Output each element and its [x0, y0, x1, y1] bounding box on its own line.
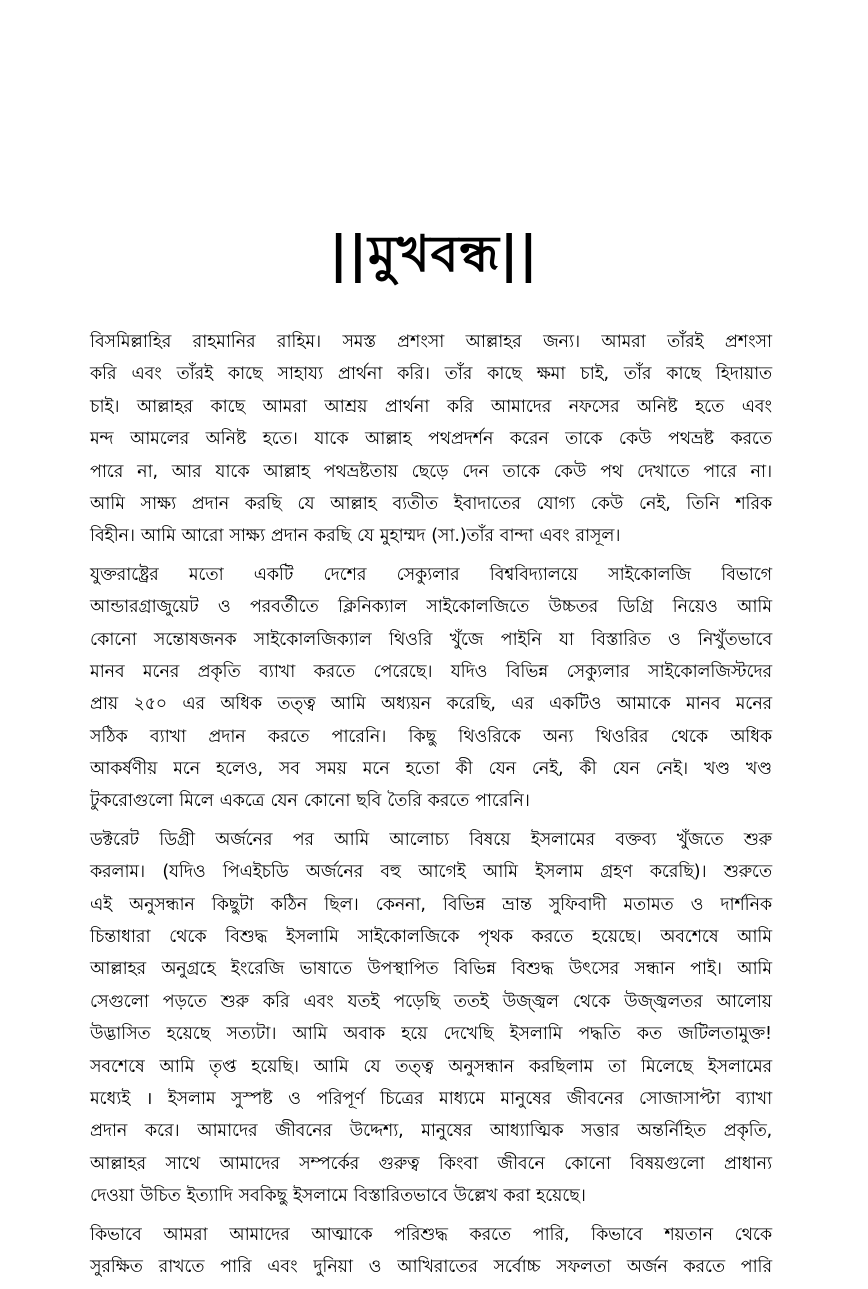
text-line: আকর্ষণীয় মনে হলেও, সব সময় মনে হতো কী যেন নেই, কী যেন নেই। খণ্ড খণ্ড — [90, 759, 772, 780]
text-line: বিহীন। আমি আরো সাক্ষ্য প্রদান করছি যে মুহাম্মদ (সা.)তাঁর বান্দা এবং রাসূল। — [90, 526, 621, 547]
body-text — [90, 326, 772, 1289]
text-line: বিসমিল্লাহির রাহমানির রাহিম। সমস্ত প্রশংসা আল্লাহর জন্য। আমরা তাঁরই প্রশংসা — [90, 332, 772, 352]
text-line: সবশেষে আমি তৃপ্ত হয়েছি। আমি যে তত্ত্ব অনুসন্ধান করছিলাম তা মিলেছে ইসলামের — [90, 1056, 772, 1077]
text-line: আল্লাহর অনুগ্রহে ইংরেজি ভাষাতে উপস্থাপিত বিভিন্ন বিশুদ্ধ উৎসের সন্ধান পাই। আমি — [90, 959, 772, 980]
text-line: যুক্তরাষ্ট্রের মতো একটি দেশের সেক্যুলার বিশ্ববিদ্যালয়ে সাইকোলজি বিভাগে — [90, 564, 772, 585]
text-line: প্রায় ২৫০ এর অধিক তত্ত্ব আমি অধ্যয়ন করেছি, এর একটিও আমাকে মানব মনের — [90, 694, 772, 715]
paragraph — [90, 1219, 772, 1284]
text-line: পারে না, আর যাকে আল্লাহ পথভ্রষ্টতায় ছেড়ে দেন তাকে কেউ পথ দেখাতে পারে না। — [90, 461, 772, 482]
text-line: আমি সাক্ষ্য প্রদান করছি যে আল্লাহ ব্যতীত ইবাদাতের যোগ্য কেউ নেই, তিনি শরিক — [90, 493, 772, 514]
chapter-title: ||মুখবন্ধ|| — [329, 225, 539, 283]
text-line: মন্দ আমলের অনিষ্ট হতে। যাকে আল্লাহ পথপ্রদর্শন করেন তাকে কেউ পথভ্রষ্ট করতে — [90, 429, 772, 450]
paragraph — [90, 326, 772, 553]
text-line: মানব মনের প্রকৃতি ব্যাখা করতে পেরেছে। যদিও বিভিন্ন সেক্যুলার সাইকোলজিস্টদের — [90, 661, 772, 682]
text-line: সুরক্ষিত রাখতে পারি এবং দুনিয়া ও আখিরাতের সর্বোচ্চ সফলতা অর্জন করতে পারি — [90, 1256, 772, 1277]
text-line: মধ্যেই । ইসলাম সুস্পষ্ট ও পরিপূর্ণ চিত্রের মাধ্যমে মানুষের জীবনের সোজাসাপ্টা ব্যাখা — [90, 1088, 772, 1109]
text-line: উদ্ভাসিত হয়েছে সত্যটা। আমি অবাক হয়ে দেখেছি ইসলামি পদ্ধতি কত জটিলতামুক্ত! — [90, 1024, 772, 1045]
text-line: সঠিক ব্যাখা প্রদান করতে পারেনি। কিছু থিওরিকে অন্য থিওরির থেকে অধিক — [90, 726, 772, 747]
text-line: দেওয়া উচিত ইত্যাদি সবকিছু ইসলামে বিস্তারিতভাবে উল্লেখ করা হয়েছে। — [90, 1186, 586, 1207]
paragraph — [90, 559, 772, 818]
text-line: কোনো সন্তোষজনক সাইকোলজিক্যাল থিওরি খুঁজে পাইনি যা বিস্তারিত ও নিখুঁতভাবে — [90, 629, 772, 650]
text-line: কিভাবে আমরা আমাদের আত্মাকে পরিশুদ্ধ করতে পারি, কিভাবে শয়তান থেকে — [90, 1224, 772, 1245]
text-line: করি এবং তাঁরই কাছে সাহায্য প্রার্থনা করি। তাঁর কাছে ক্ষমা চাই, তাঁর কাছে হিদায়াত — [90, 364, 772, 385]
text-line: ডক্টরেট ডিগ্রী অর্জনের পর আমি আলোচ্য বিষয়ে ইসলামের বক্তব্য খুঁজতে শুরু — [90, 829, 772, 850]
text-line: চাই। আল্লাহর কাছে আমরা আশ্রয় প্রার্থনা করি আমাদের নফসের অনিষ্ট হতে এবং — [90, 396, 772, 417]
text-line: প্রদান করে। আমাদের জীবনের উদ্দেশ্য, মানুষের আধ্যাত্মিক সত্তার অন্তর্নিহিত প্রকৃতি, — [90, 1121, 772, 1142]
text-line: সেগুলো পড়তে শুরু করি এবং যতই পড়েছি ততই উজ্জ্বল থেকে উজ্জ্বলতর আলোয় — [90, 991, 772, 1012]
text-line: এই অনুসন্ধান কিছুটা কঠিন ছিল। কেননা, বিভিন্ন ভ্রান্ত সুফিবাদী মতামত ও দার্শনিক — [90, 894, 772, 915]
text-line: আল্লাহর সাথে আমাদের সম্পর্কের গুরুত্ব কিংবা জীবনে কোনো বিষয়গুলো প্রাধান্য — [90, 1153, 772, 1174]
text-line: চিন্তাধারা থেকে বিশুদ্ধ ইসলামি সাইকোলজিকে পৃথক করতে হয়েছে। অবশেষে আমি — [90, 927, 772, 948]
text-line: করলাম। (যদিও পিএইচডি অর্জনের বহু আগেই আমি ইসলাম গ্রহণ করেছি)। শুরুতে — [90, 862, 772, 883]
text-line: আন্ডারগ্রাজুয়েট ও পরবর্তীতে ক্লিনিক্যাল সাইকোলজিতে উচ্চতর ডিগ্রি নিয়েও আমি — [90, 597, 772, 618]
paragraph — [90, 824, 772, 1213]
text-line: টুকরোগুলো মিলে একত্রে যেন কোনো ছবি তৈরি করতে পারেনি। — [90, 791, 530, 812]
